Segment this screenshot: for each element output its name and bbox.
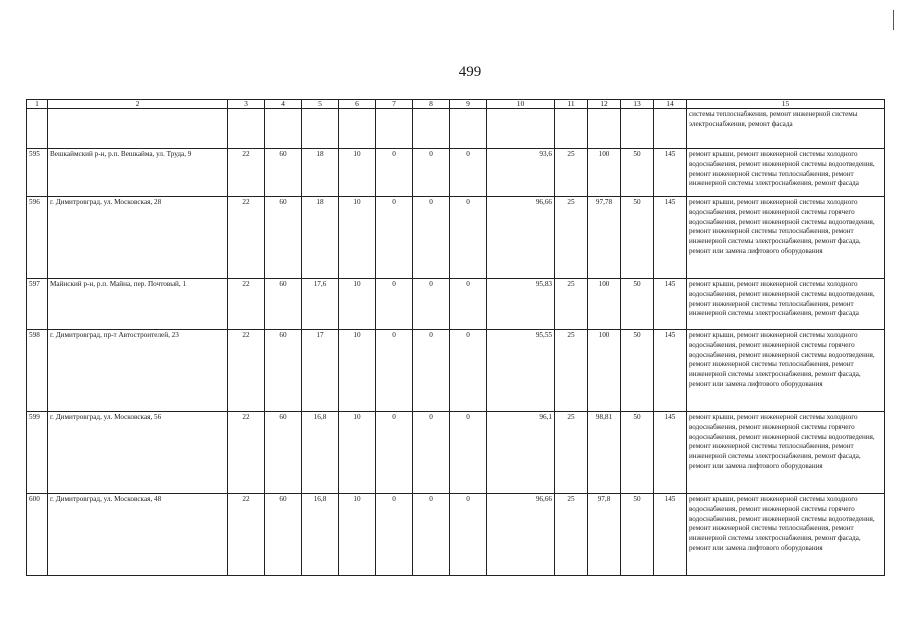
row-number: 598 bbox=[27, 330, 48, 412]
table-row bbox=[27, 412, 885, 494]
column-number-row bbox=[27, 100, 885, 109]
value-cell: 50 bbox=[621, 197, 654, 279]
value-cell: 50 bbox=[621, 494, 654, 576]
value-cell: 95,55 bbox=[487, 330, 555, 412]
works-cell: ремонт крыши, ремонт инженерной системы холодного водоснабжения, ремонт инженерной системы горячего водоснабжения, ремонт инженерной системы водоотведения, ремонт инженерной системы теплоснабжения, ремонт инженерной системы электроснабжения, ремонт фасада, ремонт или замена лифтового оборудования bbox=[687, 494, 885, 576]
value-cell: 0 bbox=[376, 412, 413, 494]
column-header: 3 bbox=[228, 100, 265, 109]
value-cell: 10 bbox=[339, 149, 376, 197]
value-cell: 17 bbox=[302, 330, 339, 412]
works-cell: ремонт крыши, ремонт инженерной системы холодного водоснабжения, ремонт инженерной системы горячего водоснабжения, ремонт инженерной системы водоотведения, ремонт инженерной системы теплоснабжения, ремонт инженерной системы электроснабжения, ремонт фасада, ремонт или замена лифтового оборудования bbox=[687, 330, 885, 412]
row-number: 596 bbox=[27, 197, 48, 279]
row-number: 595 bbox=[27, 149, 48, 197]
table-row bbox=[27, 330, 885, 412]
value-cell: 0 bbox=[413, 330, 450, 412]
works-cell: системы теплоснабжения, ремонт инженерной системы электроснабжения, ремонт фасада bbox=[687, 109, 885, 149]
value-cell: 25 bbox=[555, 330, 588, 412]
value-cell: 95,83 bbox=[487, 279, 555, 330]
address-cell: г. Димитровград, ул. Московская, 56 bbox=[48, 412, 228, 494]
value-cell: 50 bbox=[621, 279, 654, 330]
value-cell: 22 bbox=[228, 279, 265, 330]
value-cell: 145 bbox=[654, 412, 687, 494]
value-cell: 60 bbox=[265, 494, 302, 576]
value-cell: 97,78 bbox=[588, 197, 621, 279]
value-cell: 96,1 bbox=[487, 412, 555, 494]
value-cell: 10 bbox=[339, 330, 376, 412]
column-header: 5 bbox=[302, 100, 339, 109]
table-row bbox=[27, 149, 885, 197]
value-cell: 60 bbox=[265, 279, 302, 330]
value-cell: 22 bbox=[228, 494, 265, 576]
value-cell: 60 bbox=[265, 412, 302, 494]
value-cell: 10 bbox=[339, 279, 376, 330]
repair-program-table bbox=[26, 99, 885, 576]
value-cell: 100 bbox=[588, 149, 621, 197]
column-header: 8 bbox=[413, 100, 450, 109]
continuation-row bbox=[27, 109, 885, 149]
column-header: 2 bbox=[48, 100, 228, 109]
value-cell: 18 bbox=[302, 149, 339, 197]
address-cell: г. Димитровград, ул. Московская, 28 bbox=[48, 197, 228, 279]
value-cell: 96,66 bbox=[487, 197, 555, 279]
value-cell: 25 bbox=[555, 149, 588, 197]
column-header: 14 bbox=[654, 100, 687, 109]
value-cell: 0 bbox=[376, 197, 413, 279]
value-cell: 0 bbox=[413, 279, 450, 330]
value-cell: 93,6 bbox=[487, 149, 555, 197]
column-header: 7 bbox=[376, 100, 413, 109]
value-cell: 22 bbox=[228, 149, 265, 197]
column-header: 12 bbox=[588, 100, 621, 109]
table-row bbox=[27, 279, 885, 330]
value-cell: 0 bbox=[450, 197, 487, 279]
column-header: 6 bbox=[339, 100, 376, 109]
column-header: 9 bbox=[450, 100, 487, 109]
value-cell: 16,8 bbox=[302, 412, 339, 494]
value-cell: 0 bbox=[413, 197, 450, 279]
table-row bbox=[27, 494, 885, 576]
value-cell: 0 bbox=[450, 412, 487, 494]
value-cell: 100 bbox=[588, 330, 621, 412]
row-number: 600 bbox=[27, 494, 48, 576]
works-cell: ремонт крыши, ремонт инженерной системы холодного водоснабжения, ремонт инженерной системы водоотведения, ремонт инженерной системы теплоснабжения, ремонт инженерной системы электроснабжения, ремонт фасада bbox=[687, 149, 885, 197]
value-cell: 22 bbox=[228, 330, 265, 412]
works-cell: ремонт крыши, ремонт инженерной системы холодного водоснабжения, ремонт инженерной системы водоотведения, ремонт инженерной системы теплоснабжения, ремонт инженерной системы электроснабжения, ремонт фасада bbox=[687, 279, 885, 330]
column-header: 13 bbox=[621, 100, 654, 109]
address-cell: г. Димитровград, пр-т Автостроителей, 23 bbox=[48, 330, 228, 412]
corner-mark bbox=[885, 10, 894, 30]
value-cell: 50 bbox=[621, 149, 654, 197]
works-cell: ремонт крыши, ремонт инженерной системы холодного водоснабжения, ремонт инженерной системы горячего водоснабжения, ремонт инженерной системы водоотведения, ремонт инженерной системы теплоснабжения, ремонт инженерной системы электроснабжения, ремонт фасада, ремонт или замена лифтового оборудования bbox=[687, 412, 885, 494]
value-cell: 22 bbox=[228, 412, 265, 494]
value-cell: 0 bbox=[450, 330, 487, 412]
column-header: 10 bbox=[487, 100, 555, 109]
value-cell: 25 bbox=[555, 494, 588, 576]
value-cell: 60 bbox=[265, 197, 302, 279]
value-cell: 60 bbox=[265, 330, 302, 412]
value-cell: 16,8 bbox=[302, 494, 339, 576]
value-cell: 97,8 bbox=[588, 494, 621, 576]
value-cell: 96,66 bbox=[487, 494, 555, 576]
value-cell: 25 bbox=[555, 197, 588, 279]
works-cell: ремонт крыши, ремонт инженерной системы холодного водоснабжения, ремонт инженерной системы горячего водоснабжения, ремонт инженерной системы водоотведения, ремонт инженерной системы теплоснабжения, ремонт инженерной системы электроснабжения, ремонт фасада, ремонт или замена лифтового оборудования bbox=[687, 197, 885, 279]
value-cell: 0 bbox=[450, 149, 487, 197]
value-cell: 18 bbox=[302, 197, 339, 279]
value-cell: 22 bbox=[228, 197, 265, 279]
value-cell: 17,6 bbox=[302, 279, 339, 330]
value-cell: 145 bbox=[654, 197, 687, 279]
value-cell: 98,81 bbox=[588, 412, 621, 494]
row-number: 599 bbox=[27, 412, 48, 494]
value-cell: 145 bbox=[654, 494, 687, 576]
value-cell: 145 bbox=[654, 330, 687, 412]
value-cell: 0 bbox=[376, 494, 413, 576]
value-cell: 25 bbox=[555, 412, 588, 494]
value-cell: 10 bbox=[339, 197, 376, 279]
column-header: 4 bbox=[265, 100, 302, 109]
column-header: 15 bbox=[687, 100, 885, 109]
value-cell: 10 bbox=[339, 412, 376, 494]
value-cell: 60 bbox=[265, 149, 302, 197]
value-cell: 0 bbox=[413, 149, 450, 197]
column-header: 1 bbox=[27, 100, 48, 109]
address-cell: г. Димитровград, ул. Московская, 48 bbox=[48, 494, 228, 576]
page-number: 499 bbox=[458, 64, 482, 80]
address-cell: Майнский р-н, р.п. Майна, пер. Почтовый, 1 bbox=[48, 279, 228, 330]
value-cell: 145 bbox=[654, 279, 687, 330]
value-cell: 10 bbox=[339, 494, 376, 576]
value-cell: 0 bbox=[413, 494, 450, 576]
value-cell: 100 bbox=[588, 279, 621, 330]
table-row bbox=[27, 197, 885, 279]
column-header: 11 bbox=[555, 100, 588, 109]
value-cell: 145 bbox=[654, 149, 687, 197]
row-number: 597 bbox=[27, 279, 48, 330]
value-cell: 25 bbox=[555, 279, 588, 330]
value-cell: 50 bbox=[621, 330, 654, 412]
value-cell: 0 bbox=[376, 279, 413, 330]
address-cell: Вешкаймский р-н, р.п. Вешкайма, ул. Труда, 9 bbox=[48, 149, 228, 197]
value-cell: 0 bbox=[376, 149, 413, 197]
value-cell: 0 bbox=[450, 279, 487, 330]
value-cell: 0 bbox=[376, 330, 413, 412]
value-cell: 0 bbox=[450, 494, 487, 576]
value-cell: 0 bbox=[413, 412, 450, 494]
value-cell: 50 bbox=[621, 412, 654, 494]
